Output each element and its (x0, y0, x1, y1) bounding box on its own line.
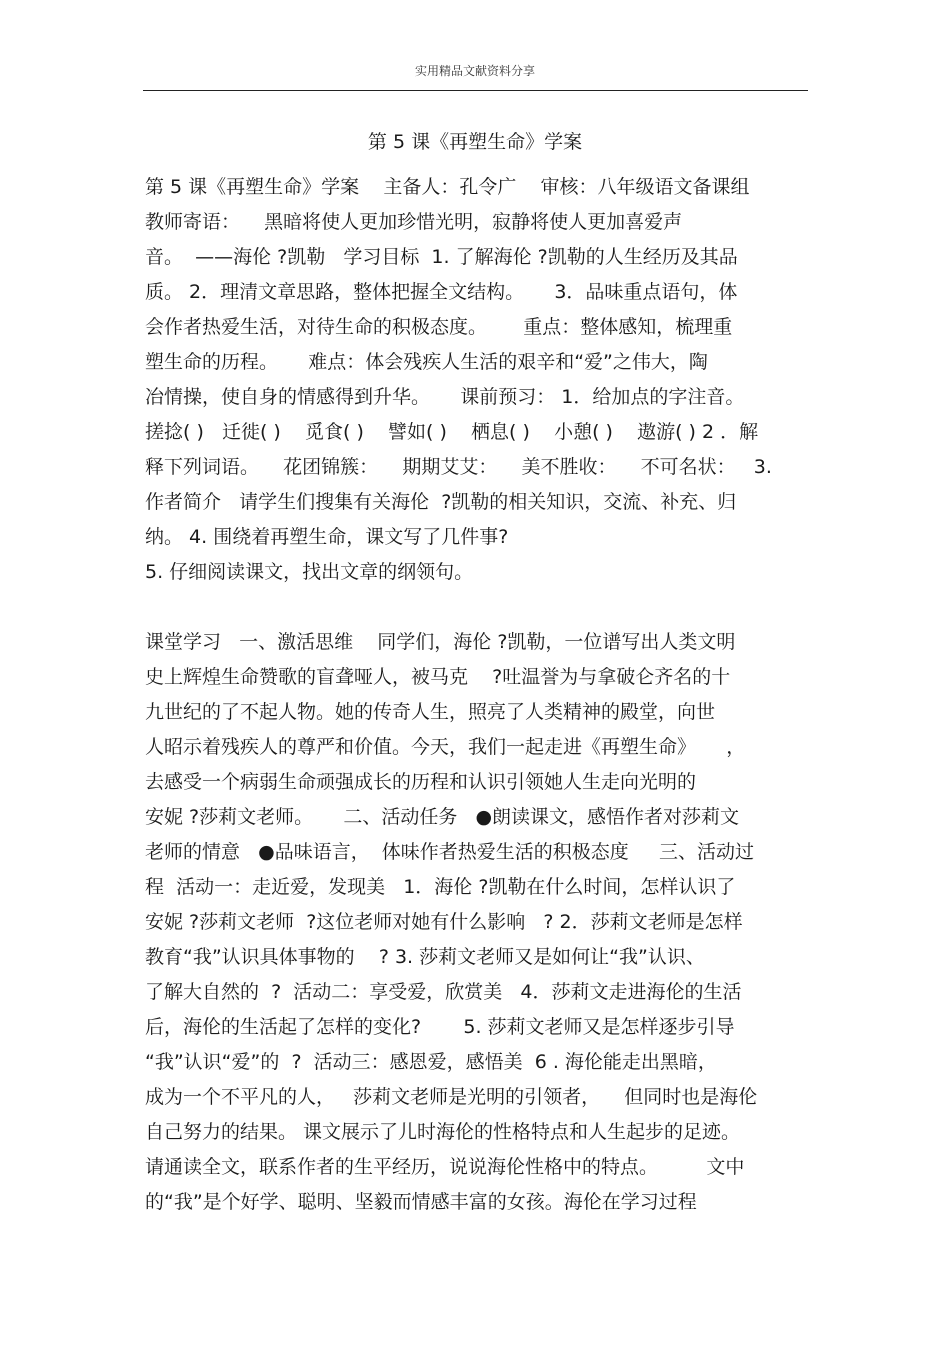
text-line: 史上辉煌生命赞歌的盲聋哑人，被马克 ?吐温誉为与拿破仑齐名的十 (145, 666, 731, 688)
text-line: 第 5 课《再塑生命》学案 主备人：孔令广 审核：八年级语文备课组 (145, 176, 750, 198)
header-divider (143, 90, 808, 91)
text-line: 会作者热爱生活，对待生命的积极态度。 重点：整体感知，梳理重 (145, 316, 733, 338)
text-line: 塑生命的历程。 难点：体会残疾人生活的艰辛和“爱”之伟大，陶 (145, 351, 708, 373)
text-line: 的“我”是个好学、聪明、坚毅而情感丰富的女孩。海伦在学习过程 (145, 1191, 697, 1213)
text-line: 冶情操，使自身的情感得到升华。 课前预习： 1．给加点的字注音。 (145, 386, 745, 408)
text-line: 老师的情意 ●品味语言， 体味作者热爱生活的积极态度 三、活动过 (145, 841, 754, 863)
text-line: 成为一个不平凡的人， 莎莉文老师是光明的引领者， 但同时也是海伦 (145, 1086, 758, 1108)
text-line: 5. 仔细阅读课文，找出文章的纲领句。 (145, 561, 474, 583)
text-line: 后，海伦的生活起了怎样的变化? 5. 莎莉文老师又是怎样逐步引导 (145, 1016, 735, 1038)
text-line: 人昭示着残疾人的尊严和价值。今天，我们一起走进《再塑生命》 ， (145, 736, 746, 758)
text-line: 了解大自然的 ? 活动二：享受爱，欣赏美 4．莎莉文走进海伦的生活 (145, 981, 742, 1003)
text-line: 请通读全文，联系作者的生平经历，说说海伦性格中的特点。 文中 (145, 1156, 745, 1178)
text-line: 安妮 ?莎莉文老师 ?这位老师对她有什么影响 ? 2．莎莉文老师是怎样 (145, 911, 743, 933)
text-line: 课堂学习 一、激活思维 同学们，海伦 ?凯勒，一位谱写出人类文明 (145, 631, 736, 653)
text-line: 九世纪的了不起人物。她的传奇人生，照亮了人类精神的殿堂，向世 (145, 701, 716, 723)
page-header: 实用精品文献资料分享 (414, 64, 535, 78)
text-line: 音。 ——海伦 ?凯勒 学习目标 1. 了解海伦 ?凯勒的人生经历及其品 (145, 246, 738, 268)
text-line: 纳。 4. 围绕着再塑生命，课文写了几件事? (145, 526, 509, 548)
text-line: 搓捻( ) 迁徙( ) 觅食( ) 譬如( ) 栖息( ) 小憩( ) 遨游( ) 2 ．解 (145, 421, 759, 443)
text-line: 教师寄语： 黑暗将使人更加珍惜光明，寂静将使人更加喜爱声 (145, 211, 683, 233)
text-line: 质。 2．理清文章思路，整体把握全文结构。 3．品味重点语句，体 (145, 281, 738, 303)
document-title: 第 5 课《再塑生命》学案 (367, 131, 583, 153)
text-line: 去感受一个病弱生命顽强成长的历程和认识引领她人生走向光明的 (145, 771, 697, 793)
text-line: 作者简介 请学生们搜集有关海伦 ?凯勒的相关知识，交流、补充、归 (145, 491, 737, 513)
text-line: 安妮 ?莎莉文老师。 二、活动任务 ●朗读课文，感悟作者对莎莉文 (145, 806, 740, 828)
text-line: 程 活动一：走近爱，发现美 1．海伦 ?凯勒在什么时间，怎样认识了 (145, 876, 736, 898)
paragraph-preview (145, 175, 815, 595)
paragraph-classroom (145, 630, 815, 1230)
text-line: “我”认识“爱”的 ? 活动三：感恩爱，感悟美 6 . 海伦能走出黑暗， (145, 1051, 717, 1073)
text-line: 教育“我”认识具体事物的 ? 3. 莎莉文老师又是如何让“我”认识、 (145, 946, 705, 968)
text-line: 自己努力的结果。 课文展示了儿时海伦的性格特点和人生起步的足迹。 (145, 1121, 741, 1143)
text-line: 释下列词语。 花团锦簇： 期期艾艾： 美不胜收： 不可名状： 3. (145, 456, 772, 478)
